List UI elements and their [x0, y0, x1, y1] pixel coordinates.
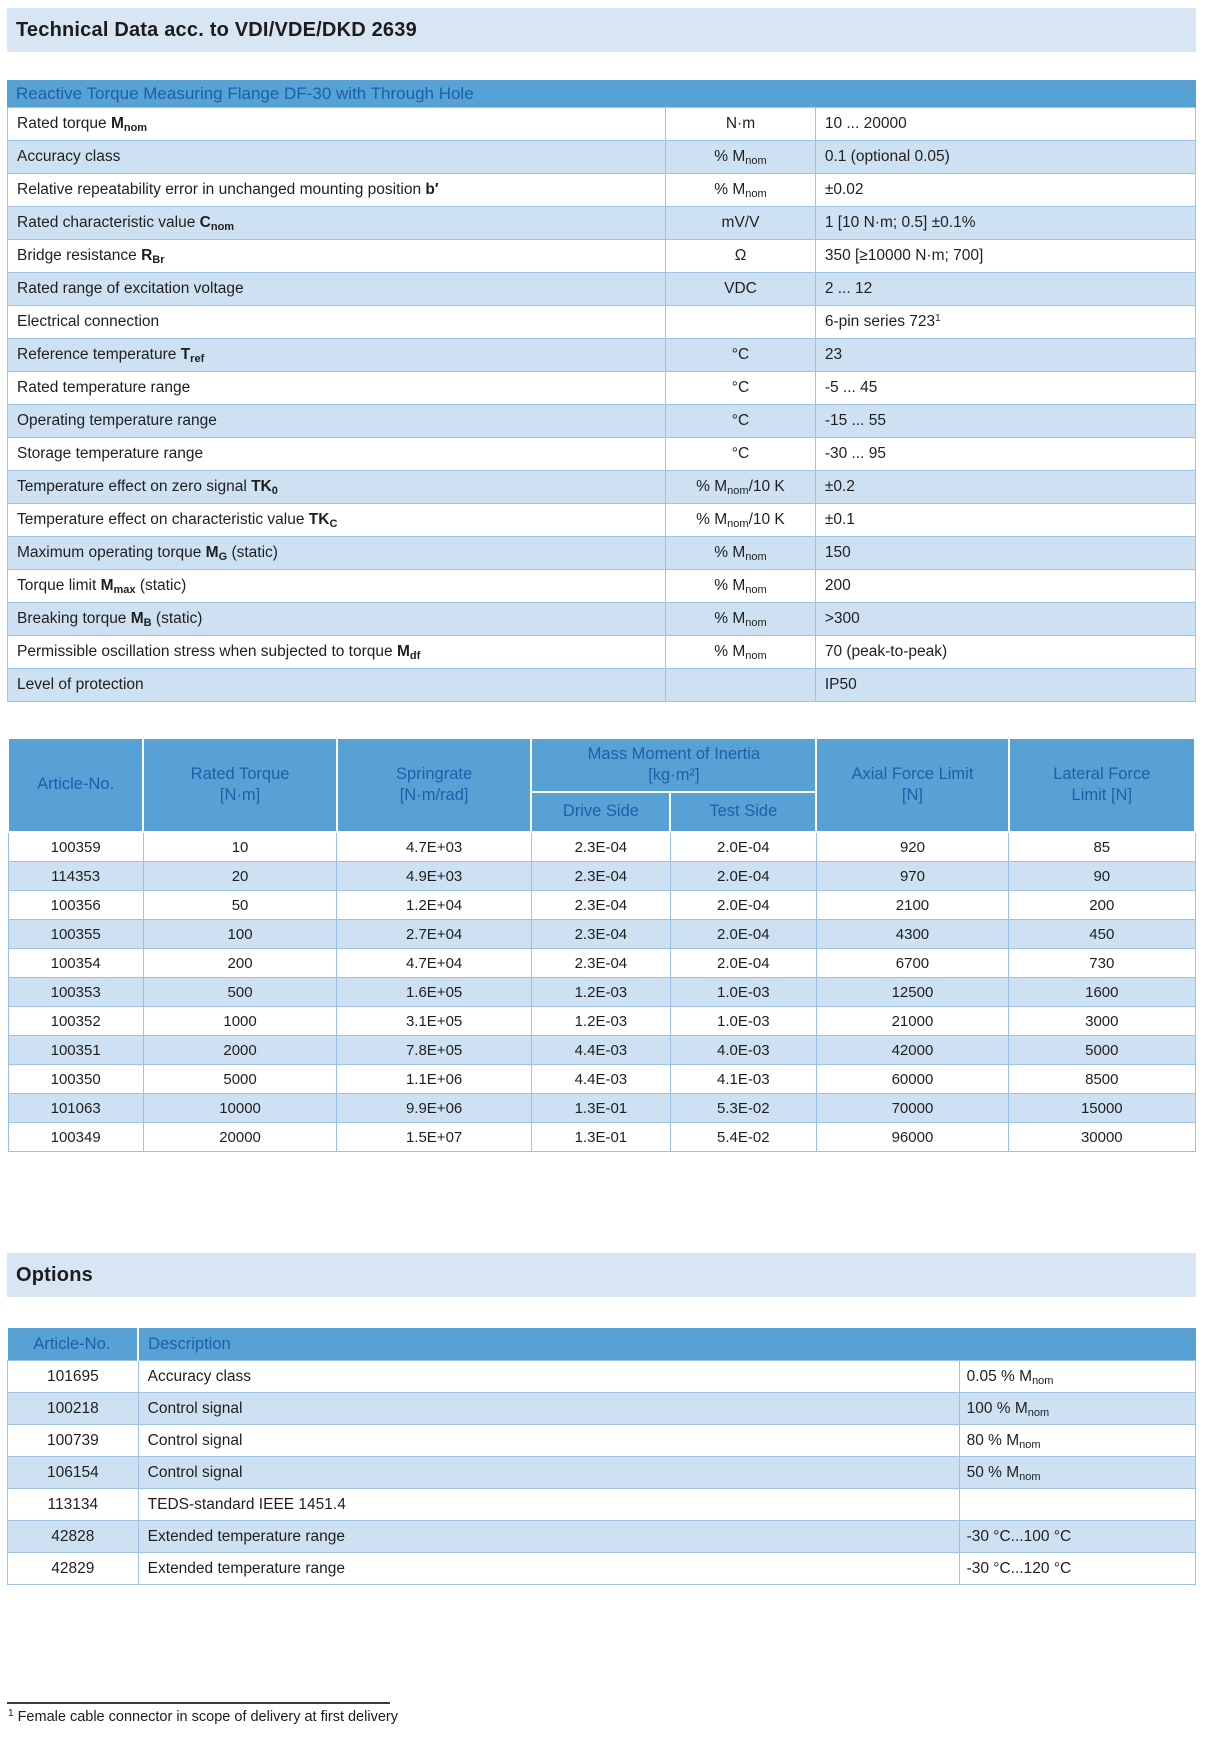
spec-unit-cell: % $M_{nom}$ — [666, 141, 816, 174]
ratings-rated-torque-cell: 20000 — [143, 1123, 336, 1152]
spec-value-cell: 2 ... 12 — [815, 273, 1195, 306]
ratings-springrate-cell: 3.1E+05 — [337, 1007, 532, 1036]
ratings-test-side-cell: 5.3E-02 — [670, 1094, 816, 1123]
ratings-rated-torque-cell: 10 — [143, 832, 336, 862]
ratings-article-cell: 100351 — [8, 1036, 143, 1065]
options-row — [8, 1425, 1196, 1457]
ratings-test-side-cell: 5.4E-02 — [670, 1123, 816, 1152]
ratings-rated-torque-cell: 10000 — [143, 1094, 336, 1123]
spec-value-cell: -5 ... 45 — [815, 372, 1195, 405]
spec-value-cell: -15 ... 55 — [815, 405, 1195, 438]
spec-value-cell: 70 (peak-to-peak) — [815, 636, 1195, 669]
spec-row — [8, 141, 1196, 174]
spec-row — [8, 174, 1196, 207]
ratings-article-cell: 100350 — [8, 1065, 143, 1094]
spec-value-cell: -30 ... 95 — [815, 438, 1195, 471]
options-row — [8, 1521, 1196, 1553]
ratings-drive-side-cell: 4.4E-03 — [531, 1065, 670, 1094]
spec-value-cell: IP50 — [815, 669, 1195, 702]
options-article-cell: 42828 — [8, 1521, 139, 1553]
spec-value-cell: 23 — [815, 339, 1195, 372]
spec-row — [8, 537, 1196, 570]
options-row — [8, 1553, 1196, 1585]
ratings-axial-cell: 60000 — [816, 1065, 1008, 1094]
spec-param-cell: Rated temperature range — [8, 372, 666, 405]
ratings-lateral-cell: 15000 — [1009, 1094, 1195, 1123]
ratings-lateral-cell: 3000 — [1009, 1007, 1195, 1036]
page-title: Technical Data acc. to VDI/VDE/DKD 2639 — [16, 18, 417, 41]
spec-row — [8, 504, 1196, 537]
spec-param-cell: Temperature effect on characteristic value $TK_C$ — [8, 504, 666, 537]
ratings-table-section — [7, 737, 1196, 1152]
ratings-article-cell: 100352 — [8, 1007, 143, 1036]
spec-param-cell: Torque limit $M_{max}$ (static) — [8, 570, 666, 603]
ratings-drive-side-cell: 1.2E-03 — [531, 978, 670, 1007]
ratings-article-cell: 100355 — [8, 920, 143, 949]
ratings-lateral-cell: 30000 — [1009, 1123, 1195, 1152]
ratings-header-inertia-group: Mass Moment of Inertia [kg·m²] — [531, 738, 816, 792]
options-heading: Options — [16, 1263, 93, 1286]
ratings-row — [8, 1094, 1195, 1123]
ratings-springrate-cell: 4.7E+03 — [337, 832, 532, 862]
options-value-cell — [959, 1489, 1195, 1521]
options-article-cell: 113134 — [8, 1489, 139, 1521]
ratings-test-side-cell: 2.0E-04 — [670, 920, 816, 949]
spec-param-cell: Bridge resistance $R_{Br}$ — [8, 240, 666, 273]
ratings-springrate-cell: 9.9E+06 — [337, 1094, 532, 1123]
spec-unit-cell: °C — [666, 438, 816, 471]
ratings-axial-cell: 70000 — [816, 1094, 1008, 1123]
spec-param-cell: Breaking torque $M_B$ (static) — [8, 603, 666, 636]
ratings-axial-cell: 96000 — [816, 1123, 1008, 1152]
options-description-cell: Extended temperature range — [138, 1521, 959, 1553]
spec-unit-cell: °C — [666, 339, 816, 372]
options-description-cell: Accuracy class — [138, 1361, 959, 1393]
ratings-lateral-cell: 5000 — [1009, 1036, 1195, 1065]
spec-value-cell: 350 [≥10000 N·m; 700] — [815, 240, 1195, 273]
spec-value-cell: ±0.1 — [815, 504, 1195, 537]
spec-value-cell: >300 — [815, 603, 1195, 636]
spec-param-cell: Level of protection — [8, 669, 666, 702]
spec-value-cell: 1 [10 N·m; 0.5] ±0.1% — [815, 207, 1195, 240]
ratings-lateral-cell: 450 — [1009, 920, 1195, 949]
spec-param-cell: Operating temperature range — [8, 405, 666, 438]
ratings-article-cell: 100353 — [8, 978, 143, 1007]
ratings-header-article: Article-No. — [8, 738, 143, 832]
ratings-row — [8, 1007, 1195, 1036]
spec-param-cell: Rated range of excitation voltage — [8, 273, 666, 306]
spec-row — [8, 471, 1196, 504]
options-article-cell: 101695 — [8, 1361, 139, 1393]
ratings-row — [8, 832, 1195, 862]
options-value-cell: 50 % $M_{nom}$ — [959, 1457, 1195, 1489]
ratings-rated-torque-cell: 1000 — [143, 1007, 336, 1036]
ratings-header-drive-side: Drive Side — [531, 792, 670, 832]
spec-table-title: Reactive Torque Measuring Flange DF-30 with Through Hole — [7, 80, 1196, 107]
spec-unit-cell: % $M_{nom}$ — [666, 537, 816, 570]
ratings-test-side-cell: 2.0E-04 — [670, 949, 816, 978]
ratings-drive-side-cell: 2.3E-04 — [531, 832, 670, 862]
ratings-axial-cell: 12500 — [816, 978, 1008, 1007]
options-heading-band — [7, 1253, 1196, 1297]
options-value-cell: -30 °C...100 °C — [959, 1521, 1195, 1553]
spec-unit-cell: % $M_{nom}/10$ K — [666, 471, 816, 504]
ratings-drive-side-cell: 4.4E-03 — [531, 1036, 670, 1065]
ratings-article-cell: 114353 — [8, 862, 143, 891]
footnote-text: Female cable connector in scope of delivery at first delivery — [17, 1709, 398, 1725]
spec-unit-cell: mV/V — [666, 207, 816, 240]
ratings-lateral-cell: 90 — [1009, 862, 1195, 891]
options-row — [8, 1361, 1196, 1393]
spec-param-cell: Rated torque $M_{nom}$ — [8, 108, 666, 141]
spec-unit-cell: °C — [666, 372, 816, 405]
ratings-header-test-side: Test Side — [670, 792, 816, 832]
ratings-springrate-cell: 4.9E+03 — [337, 862, 532, 891]
ratings-table — [7, 737, 1196, 1152]
options-article-cell: 100218 — [8, 1393, 139, 1425]
spec-row — [8, 108, 1196, 141]
ratings-test-side-cell: 2.0E-04 — [670, 891, 816, 920]
spec-unit-cell: % $M_{nom}$ — [666, 603, 816, 636]
spec-row — [8, 339, 1196, 372]
spec-value-cell: 150 — [815, 537, 1195, 570]
ratings-axial-cell: 970 — [816, 862, 1008, 891]
ratings-test-side-cell: 4.0E-03 — [670, 1036, 816, 1065]
ratings-test-side-cell: 2.0E-04 — [670, 862, 816, 891]
spec-unit-cell: % $M_{nom}$ — [666, 174, 816, 207]
ratings-springrate-cell: 1.5E+07 — [337, 1123, 532, 1152]
ratings-axial-cell: 6700 — [816, 949, 1008, 978]
spec-row — [8, 669, 1196, 702]
spec-row — [8, 306, 1196, 339]
ratings-rated-torque-cell: 2000 — [143, 1036, 336, 1065]
ratings-header-springrate: Springrate [N·m/rad] — [337, 738, 532, 832]
ratings-drive-side-cell: 1.3E-01 — [531, 1123, 670, 1152]
spec-param-cell: Accuracy class — [8, 141, 666, 174]
spec-row — [8, 570, 1196, 603]
ratings-drive-side-cell: 2.3E-04 — [531, 862, 670, 891]
spec-table-section — [7, 80, 1196, 702]
ratings-rated-torque-cell: 5000 — [143, 1065, 336, 1094]
ratings-lateral-cell: 8500 — [1009, 1065, 1195, 1094]
spec-row — [8, 603, 1196, 636]
spec-row — [8, 405, 1196, 438]
spec-unit-cell: % $M_{nom}/10$ K — [666, 504, 816, 537]
ratings-test-side-cell: 4.1E-03 — [670, 1065, 816, 1094]
spec-row — [8, 372, 1196, 405]
spec-row — [8, 438, 1196, 471]
spec-row — [8, 273, 1196, 306]
ratings-lateral-cell: 730 — [1009, 949, 1195, 978]
spec-value-cell: 6-pin series $723^1$ — [815, 306, 1195, 339]
ratings-rated-torque-cell: 500 — [143, 978, 336, 1007]
spec-param-cell: Relative repeatability error in unchanged mounting position b′ — [8, 174, 666, 207]
options-table-section — [7, 1328, 1196, 1585]
ratings-article-cell: 100359 — [8, 832, 143, 862]
spec-value-cell: ±0.02 — [815, 174, 1195, 207]
ratings-row — [8, 862, 1195, 891]
spec-unit-cell: °C — [666, 405, 816, 438]
options-article-cell: 42829 — [8, 1553, 139, 1585]
options-header-article: Article-No. — [8, 1328, 139, 1361]
ratings-row — [8, 1036, 1195, 1065]
ratings-lateral-cell: 200 — [1009, 891, 1195, 920]
ratings-axial-cell: 21000 — [816, 1007, 1008, 1036]
spec-value-cell: 10 ... 20000 — [815, 108, 1195, 141]
spec-param-cell: Maximum operating torque $M_G$ (static) — [8, 537, 666, 570]
spec-unit-cell: N·m — [666, 108, 816, 141]
ratings-test-side-cell: 2.0E-04 — [670, 832, 816, 862]
ratings-header-axial: Axial Force Limit [N] — [816, 738, 1008, 832]
ratings-rated-torque-cell: 20 — [143, 862, 336, 891]
spec-row — [8, 636, 1196, 669]
options-value-cell: 80 % $M_{nom}$ — [959, 1425, 1195, 1457]
options-header-description: Description — [138, 1328, 1195, 1361]
options-row — [8, 1457, 1196, 1489]
ratings-lateral-cell: 85 — [1009, 832, 1195, 862]
ratings-article-cell: 100354 — [8, 949, 143, 978]
footnote-marker: 1 — [8, 1708, 14, 1719]
ratings-axial-cell: 920 — [816, 832, 1008, 862]
spec-value-cell: 0.1 (optional 0.05) — [815, 141, 1195, 174]
footnote-rule — [7, 1702, 390, 1704]
options-value-cell: 0.05 % $M_{nom}$ — [959, 1361, 1195, 1393]
ratings-row — [8, 1065, 1195, 1094]
spec-unit-cell: VDC — [666, 273, 816, 306]
ratings-drive-side-cell: 2.3E-04 — [531, 891, 670, 920]
spec-param-cell: Rated characteristic value $C_{nom}$ — [8, 207, 666, 240]
options-value-cell: 100 % $M_{nom}$ — [959, 1393, 1195, 1425]
ratings-rated-torque-cell: 50 — [143, 891, 336, 920]
ratings-row — [8, 1123, 1195, 1152]
page-title-band — [7, 8, 1196, 52]
spec-unit-cell: Ω — [666, 240, 816, 273]
ratings-drive-side-cell: 2.3E-04 — [531, 920, 670, 949]
footnote — [8, 1709, 398, 1725]
ratings-springrate-cell: 1.2E+04 — [337, 891, 532, 920]
ratings-article-cell: 100349 — [8, 1123, 143, 1152]
spec-param-cell: Permissible oscillation stress when subjected to torque $M_{df}$ — [8, 636, 666, 669]
spec-value-cell: ±0.2 — [815, 471, 1195, 504]
options-table — [7, 1328, 1196, 1585]
spec-row — [8, 240, 1196, 273]
ratings-drive-side-cell: 1.3E-01 — [531, 1094, 670, 1123]
ratings-rated-torque-cell: 200 — [143, 949, 336, 978]
spec-unit-cell — [666, 669, 816, 702]
ratings-row — [8, 920, 1195, 949]
ratings-axial-cell: 2100 — [816, 891, 1008, 920]
ratings-header-lateral: Lateral Force Limit [N] — [1009, 738, 1195, 832]
spec-param-cell: Storage temperature range — [8, 438, 666, 471]
options-description-cell: Control signal — [138, 1393, 959, 1425]
ratings-springrate-cell: 1.1E+06 — [337, 1065, 532, 1094]
spec-param-cell: Electrical connection — [8, 306, 666, 339]
ratings-article-cell: 100356 — [8, 891, 143, 920]
ratings-drive-side-cell: 1.2E-03 — [531, 1007, 670, 1036]
ratings-springrate-cell: 7.8E+05 — [337, 1036, 532, 1065]
options-article-cell: 106154 — [8, 1457, 139, 1489]
options-description-cell: TEDS-standard IEEE 1451.4 — [138, 1489, 959, 1521]
options-value-cell: -30 °C...120 °C — [959, 1553, 1195, 1585]
ratings-row — [8, 978, 1195, 1007]
ratings-lateral-cell: 1600 — [1009, 978, 1195, 1007]
ratings-springrate-cell: 4.7E+04 — [337, 949, 532, 978]
ratings-axial-cell: 4300 — [816, 920, 1008, 949]
options-article-cell: 100739 — [8, 1425, 139, 1457]
options-description-cell: Control signal — [138, 1425, 959, 1457]
spec-param-cell: Temperature effect on zero signal $TK_0$ — [8, 471, 666, 504]
ratings-article-cell: 101063 — [8, 1094, 143, 1123]
spec-value-cell: 200 — [815, 570, 1195, 603]
ratings-test-side-cell: 1.0E-03 — [670, 1007, 816, 1036]
ratings-springrate-cell: 1.6E+05 — [337, 978, 532, 1007]
spec-row — [8, 207, 1196, 240]
ratings-springrate-cell: 2.7E+04 — [337, 920, 532, 949]
options-row — [8, 1393, 1196, 1425]
spec-param-cell: Reference temperature $T_{ref}$ — [8, 339, 666, 372]
ratings-test-side-cell: 1.0E-03 — [670, 978, 816, 1007]
options-description-cell: Control signal — [138, 1457, 959, 1489]
spec-table — [7, 107, 1196, 702]
options-row — [8, 1489, 1196, 1521]
ratings-row — [8, 891, 1195, 920]
ratings-axial-cell: 42000 — [816, 1036, 1008, 1065]
spec-unit-cell — [666, 306, 816, 339]
ratings-rated-torque-cell: 100 — [143, 920, 336, 949]
options-description-cell: Extended temperature range — [138, 1553, 959, 1585]
ratings-header-rated-torque: Rated Torque [N·m] — [143, 738, 336, 832]
spec-unit-cell: % $M_{nom}$ — [666, 570, 816, 603]
ratings-drive-side-cell: 2.3E-04 — [531, 949, 670, 978]
ratings-row — [8, 949, 1195, 978]
spec-unit-cell: % $M_{nom}$ — [666, 636, 816, 669]
